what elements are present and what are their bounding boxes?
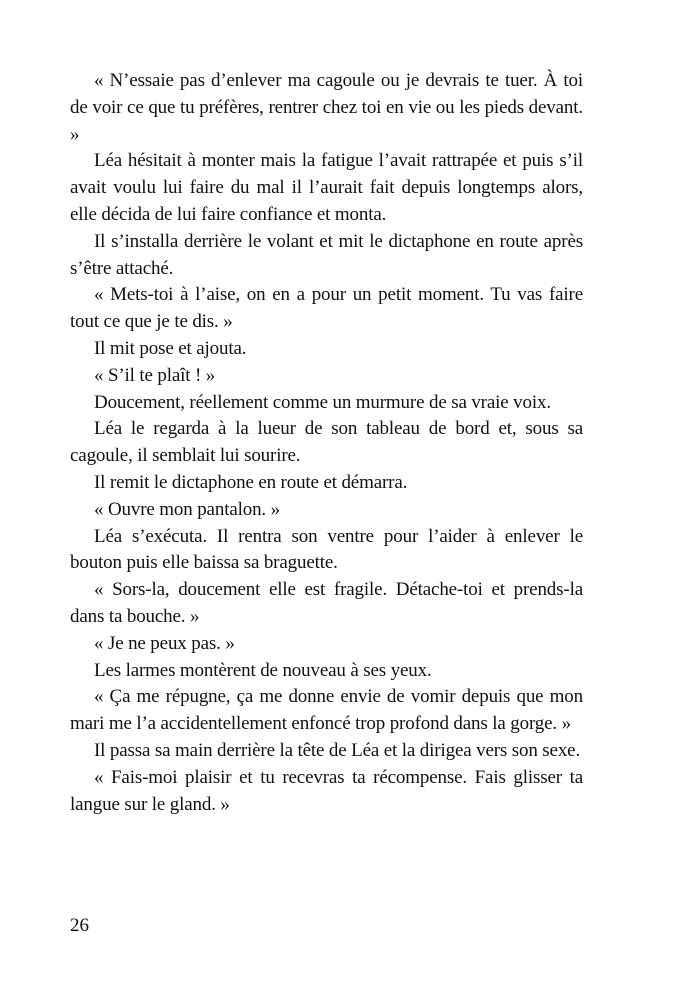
paragraph: « Sors-la, doucement elle est fragile. Détache-toi et prends-la dans ta bouche. » — [70, 579, 583, 627]
paragraph: Il s’installa derrière le volant et mit le dictaphone en route après s’être attaché. — [70, 230, 583, 279]
paragraph: « N’essaie pas d’enlever ma cagoule ou je devrais te tuer. À toi de voir ce que tu préfères, rentrer chez toi en vie ou les pieds devant. » — [70, 70, 583, 145]
paragraph: Il remit le dictaphone en route et démarra. — [94, 471, 408, 493]
paragraph: Léa hésitait à monter mais la fatigue l’avait rattrapée et puis s’il avait voulu lui faire du mal il l’aurait fait depuis longtemps alors, elle décida de lui faire confiance et monta. — [70, 150, 583, 225]
paragraph: Les larmes montèrent de nouveau à ses yeux. — [94, 659, 432, 681]
paragraph: Il mit pose et ajouta. — [94, 337, 247, 359]
body-text — [70, 68, 583, 818]
page-number: 26 — [70, 915, 89, 936]
paragraph: Léa le regarda à la lueur de son tableau de bord et, sous sa cagoule, il semblait lui sourire. — [70, 418, 583, 467]
paragraph: Léa s’exécuta. Il rentra son ventre pour l’aider à enlever le bouton puis elle baissa sa braguette. — [70, 525, 583, 574]
paragraph: « Ça me répugne, ça me donne envie de vomir depuis que mon mari me l’a accidentellement enfoncé trop profond dans la gorge. » — [70, 686, 583, 735]
paragraph: « S’il te plaît ! » — [94, 364, 216, 386]
paragraph: « Je ne peux pas. » — [94, 632, 235, 654]
paragraph: « Fais-moi plaisir et tu recevras ta récompense. Fais glisser ta langue sur le gland. » — [70, 766, 583, 815]
paragraph: « Ouvre mon pantalon. » — [94, 498, 280, 520]
paragraph: Doucement, réellement comme un murmure de sa vraie voix. — [94, 391, 551, 413]
paragraph: Il passa sa main derrière la tête de Léa et la dirigea vers son sexe. — [94, 739, 581, 761]
paragraph: « Mets-toi à l’aise, on en a pour un petit moment. Tu vas faire tout ce que je te dis. » — [70, 284, 583, 333]
